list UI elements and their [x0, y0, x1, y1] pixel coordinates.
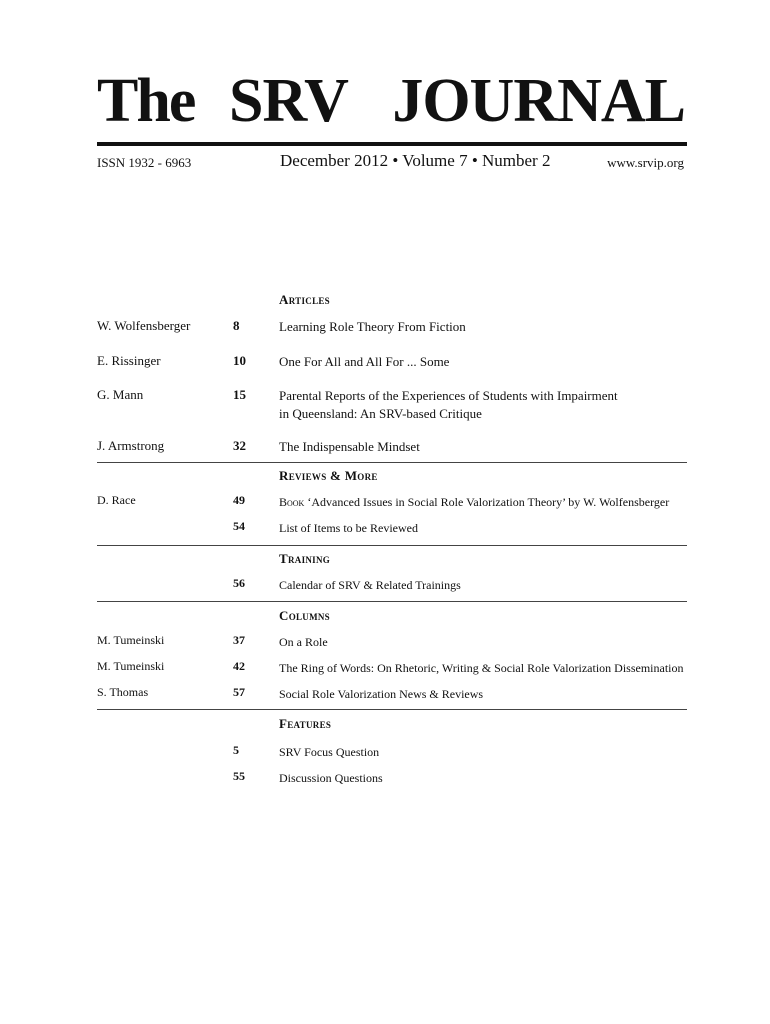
entry-title: The Indispensable Mindset: [279, 439, 420, 454]
entry-title: Calendar of SRV & Related Trainings: [279, 578, 461, 592]
entry-page: 57: [233, 685, 245, 699]
entry-author: D. Race: [97, 493, 136, 507]
toc-entry[interactable]: [97, 387, 687, 438]
masthead-srv: SRV: [229, 67, 348, 135]
section-heading: Articles: [279, 292, 330, 307]
entry-title-line: Parental Reports of the Experiences of Students with Impairment: [279, 388, 618, 403]
entry-author: S. Thomas: [97, 685, 149, 699]
website-link[interactable]: www.srvip.org: [607, 155, 684, 170]
toc-entry[interactable]: [97, 659, 687, 685]
entry-page: 55: [233, 769, 245, 783]
section-reviews-heading: [97, 463, 687, 493]
section-heading: Training: [279, 551, 331, 566]
entry-page: 15: [233, 387, 246, 402]
toc-entry[interactable]: [97, 769, 687, 795]
section-columns-heading: [97, 602, 687, 633]
masthead-the: The: [97, 67, 195, 135]
masthead: [97, 66, 687, 138]
toc-entry[interactable]: [97, 685, 687, 709]
entry-title: On a Role: [279, 635, 328, 649]
entry-title: [279, 387, 687, 423]
masthead-journal: JOURNAL: [392, 67, 685, 135]
entry-prefix: Book: [279, 495, 305, 509]
toc-entry[interactable]: [97, 438, 687, 462]
toc-entry[interactable]: [97, 633, 687, 659]
entry-author: W. Wolfensberger: [97, 318, 191, 333]
entry-title: Discussion Questions: [279, 771, 383, 785]
entry-title: List of Items to be Reviewed: [279, 521, 418, 535]
entry-page: 37: [233, 633, 245, 647]
section-heading: Reviews & More: [279, 468, 378, 483]
section-training-heading: [97, 546, 687, 576]
entry-title: [279, 493, 687, 511]
masthead-rule: [97, 142, 687, 146]
entry-title-text: ‘Advanced Issues in Social Role Valorization Theory’ by W. Wolfensberger: [307, 495, 670, 509]
entry-page: 10: [233, 353, 246, 368]
issn: ISSN 1932 - 6963: [97, 155, 192, 170]
toc-entry[interactable]: [97, 353, 687, 387]
toc-entry[interactable]: [97, 318, 687, 353]
entry-title: Learning Role Theory From Fiction: [279, 319, 466, 334]
entry-page: 42: [233, 659, 245, 673]
entry-author: J. Armstrong: [97, 438, 165, 453]
entry-author: G. Mann: [97, 387, 144, 402]
entry-page: 56: [233, 576, 245, 590]
section-articles-heading: [97, 292, 687, 318]
entry-title: Social Role Valorization News & Reviews: [279, 687, 484, 701]
toc-entry[interactable]: [97, 576, 687, 601]
toc-entry[interactable]: [97, 743, 687, 769]
table-of-contents: [97, 292, 687, 795]
entry-page: 49: [233, 493, 245, 507]
section-heading: Columns: [279, 608, 330, 623]
entry-page: 32: [233, 438, 246, 453]
section-features-heading: [97, 710, 687, 743]
entry-author: E. Rissinger: [97, 353, 161, 368]
toc-entry[interactable]: [97, 519, 687, 545]
entry-page: 5: [233, 743, 239, 757]
section-heading: Features: [279, 716, 332, 731]
entry-page: 8: [233, 318, 240, 333]
entry-author: M. Tumeinski: [97, 633, 165, 647]
issue-info: December 2012 • Volume 7 • Number 2: [280, 151, 551, 170]
entry-page: 54: [233, 519, 245, 533]
entry-title: The Ring of Words: On Rhetoric, Writing & Social Role Valorization Dissemination: [279, 661, 684, 675]
entry-title-line: in Queensland: An SRV-based Critique: [279, 406, 482, 421]
entry-author: M. Tumeinski: [97, 659, 165, 673]
entry-title: One For All and All For ... Some: [279, 354, 450, 369]
entry-title: SRV Focus Question: [279, 745, 380, 759]
toc-entry[interactable]: [97, 493, 687, 519]
